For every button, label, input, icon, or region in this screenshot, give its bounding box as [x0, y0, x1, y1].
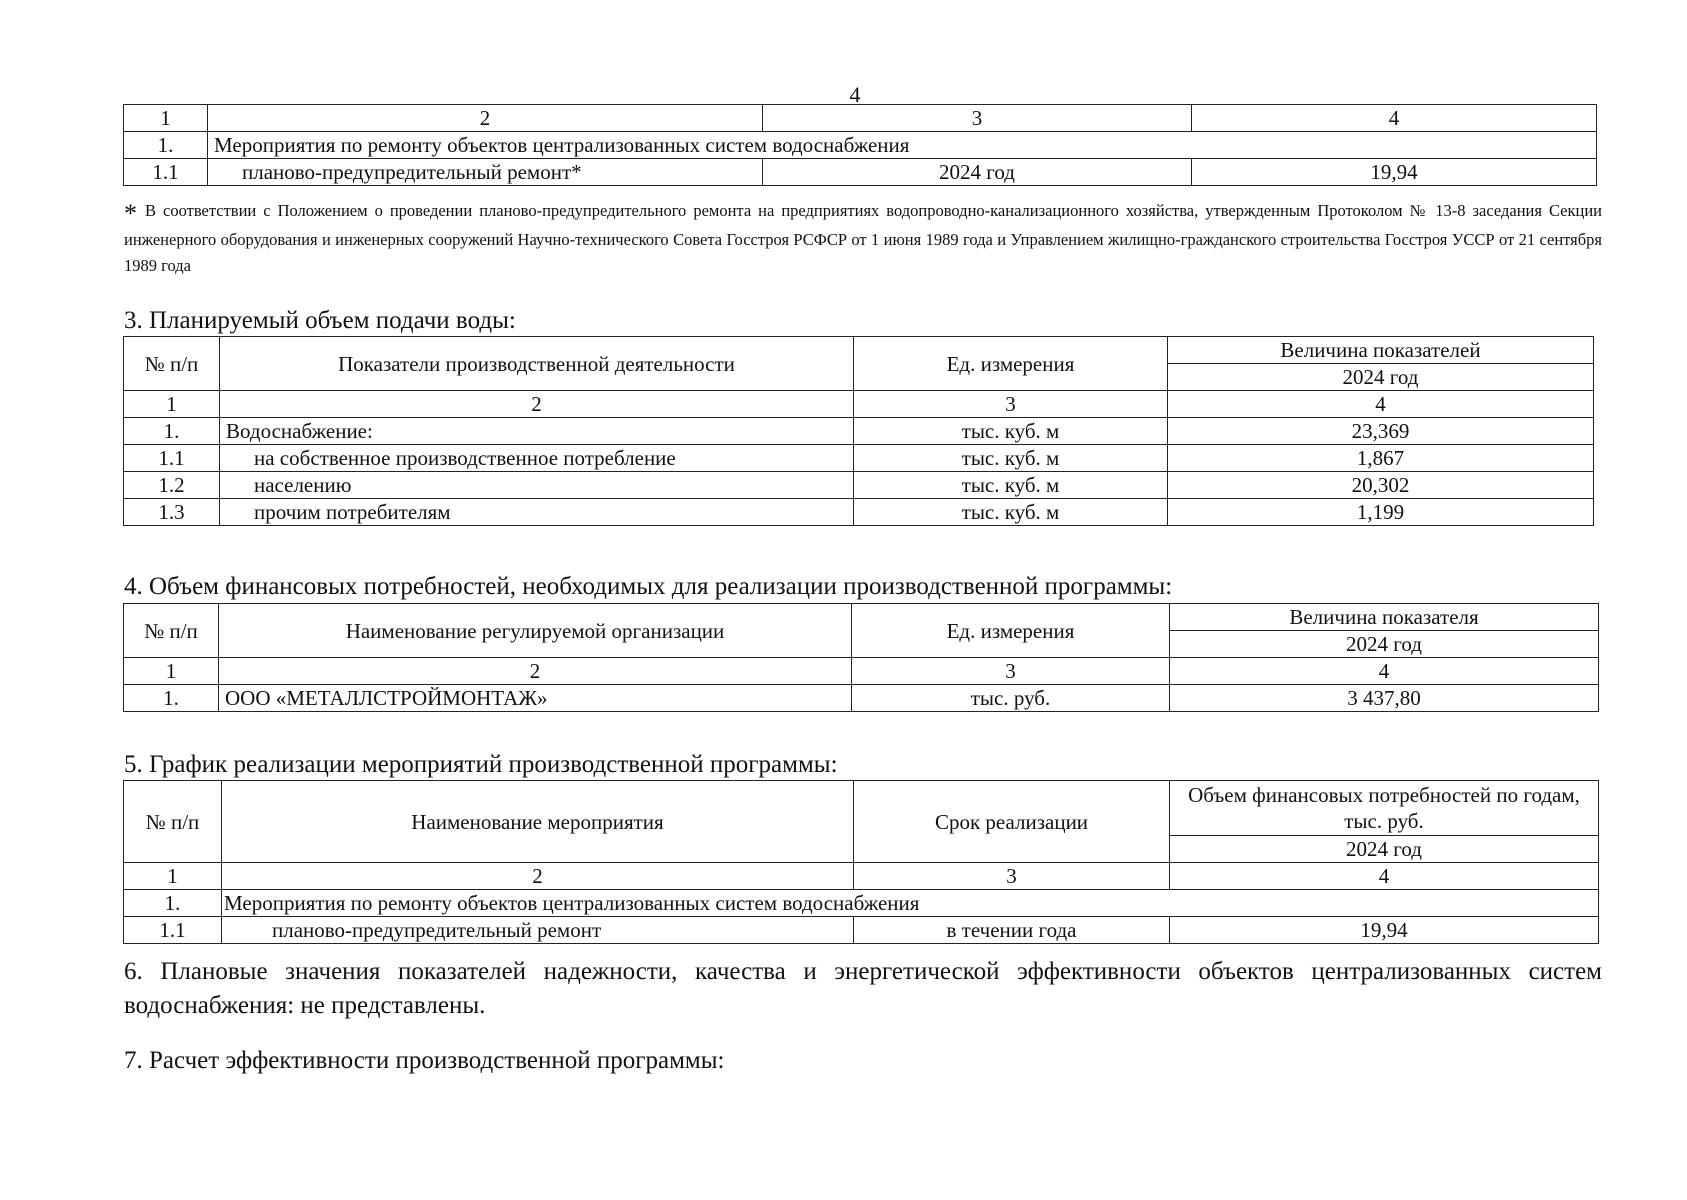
col-number: 3 [854, 863, 1170, 890]
col-number: 1 [124, 105, 208, 132]
header-unit: Ед. измерения [852, 604, 1170, 658]
col-number: 3 [854, 391, 1168, 418]
indicator-unit: тыс. куб. м [854, 499, 1168, 526]
water-supply-volume-table [123, 336, 1594, 526]
indicator-value: 1,199 [1168, 499, 1594, 526]
section-title: Мероприятия по ремонту объектов централизованных систем водоснабжения [208, 132, 1597, 159]
row-number: 1.1 [124, 917, 222, 944]
col-number: 2 [219, 658, 852, 685]
indicator-name: населению [220, 472, 854, 499]
row-number: 1.2 [124, 472, 220, 499]
row-number: 1.3 [124, 499, 220, 526]
measure-value: 19,94 [1192, 159, 1597, 186]
footnote-star: * [124, 199, 137, 228]
section-number: 1. [124, 132, 208, 159]
indicator-unit: тыс. куб. м [854, 472, 1168, 499]
row-number: 1. [124, 685, 219, 712]
header-row [124, 604, 1599, 631]
table-row [124, 445, 1594, 472]
col-number: 1 [124, 658, 219, 685]
row-number: 1.1 [124, 445, 220, 472]
table-row [124, 499, 1594, 526]
header-indicator: Показатели производственной деятельности [220, 337, 854, 391]
measure-name: планово-предупредительный ремонт [222, 917, 854, 944]
table-row [124, 159, 1597, 186]
table-row [124, 917, 1599, 944]
col-number: 2 [208, 105, 763, 132]
table-row [124, 685, 1599, 712]
indicator-value: 20,302 [1168, 472, 1594, 499]
header-row [124, 781, 1599, 836]
section-7-title: 7. Расчет эффективности производственной программы: [124, 1047, 725, 1074]
row-number: 1.1 [124, 159, 208, 186]
section-3-title: 3. Планируемый объем подачи воды: [124, 307, 516, 334]
header-unit: Ед. измерения [854, 337, 1168, 391]
implementation-schedule-table [123, 780, 1599, 944]
measure-term: в течении года [854, 917, 1170, 944]
header-value-group: Величина показателя [1170, 604, 1599, 631]
header-row [124, 337, 1594, 364]
col-number: 4 [1170, 658, 1599, 685]
header-value-group: Объем финансовых потребностей по годам, тыс. руб. [1170, 781, 1599, 836]
column-numbers-row [124, 105, 1597, 132]
measure-term: 2024 год [763, 159, 1192, 186]
page-number: 4 [849, 82, 861, 107]
financial-needs-table [123, 603, 1599, 712]
indicator-unit: тыс. куб. м [854, 418, 1168, 445]
section-6-text: 6. Плановые значения показателей надежности, качества и энергетической эффективности объектов централизованных систем водоснабжения: не представлены. [124, 958, 1602, 1019]
section-5-title: 5. График реализации мероприятий производственной программы: [124, 751, 838, 778]
table-section-row [124, 132, 1597, 159]
column-numbers-row [124, 391, 1594, 418]
col-number: 1 [124, 391, 220, 418]
col-number: 1 [124, 863, 222, 890]
indicator-unit: тыс. куб. м [854, 445, 1168, 472]
financial-unit: тыс. руб. [852, 685, 1170, 712]
col-number: 4 [1170, 863, 1599, 890]
header-year: 2024 год [1170, 631, 1599, 658]
col-number: 4 [1168, 391, 1594, 418]
indicator-value: 1,867 [1168, 445, 1594, 472]
header-value-group: Величина показателей [1168, 337, 1594, 364]
column-numbers-row [124, 863, 1599, 890]
header-term: Срок реализации [854, 781, 1170, 863]
header-num: № п/п [124, 781, 222, 863]
table-row [124, 418, 1594, 445]
section-number: 1. [124, 890, 222, 917]
financial-value: 3 437,80 [1170, 685, 1599, 712]
table-row [124, 472, 1594, 499]
col-number: 3 [852, 658, 1170, 685]
col-number: 2 [220, 391, 854, 418]
col-number: 3 [763, 105, 1192, 132]
repair-measures-table [123, 104, 1597, 186]
header-year: 2024 год [1170, 836, 1599, 863]
header-year: 2024 год [1168, 364, 1594, 391]
measure-value: 19,94 [1170, 917, 1599, 944]
table-section-row [124, 890, 1599, 917]
col-number: 4 [1192, 105, 1597, 132]
organization-name: ООО «МЕТАЛЛСТРОЙМОНТАЖ» [219, 685, 852, 712]
header-name: Наименование мероприятия [222, 781, 854, 863]
header-org: Наименование регулируемой организации [219, 604, 852, 658]
footnote [124, 198, 1602, 279]
row-number: 1. [124, 418, 220, 445]
section-4-title: 4. Объем финансовых потребностей, необходимых для реализации производственной программы: [124, 573, 1173, 600]
section-title: Мероприятия по ремонту объектов централизованных систем водоснабжения [222, 890, 1599, 917]
footnote-text: В соответствии с Положением о проведении планово-предупредительного ремонта на предприятиях водопроводно-канализационного хозяйства, утвержденным Протоколом № 13-8 заседания Секции инженерного оборудования и инженерных сооружений Научно-технического Совета Госстроя РСФСР от 1 июня 1989 года и Управлением жилищно-гражданского строительства Госстроя УССР от 21 сентября 1989 года [124, 201, 1602, 275]
measure-name: планово-предупредительный ремонт* [208, 159, 763, 186]
indicator-name: Водоснабжение: [220, 418, 854, 445]
indicator-name: на собственное производственное потребление [220, 445, 854, 472]
column-numbers-row [124, 658, 1599, 685]
header-num: № п/п [124, 604, 219, 658]
indicator-name: прочим потребителям [220, 499, 854, 526]
indicator-value: 23,369 [1168, 418, 1594, 445]
col-number: 2 [222, 863, 854, 890]
header-num: № п/п [124, 337, 220, 391]
